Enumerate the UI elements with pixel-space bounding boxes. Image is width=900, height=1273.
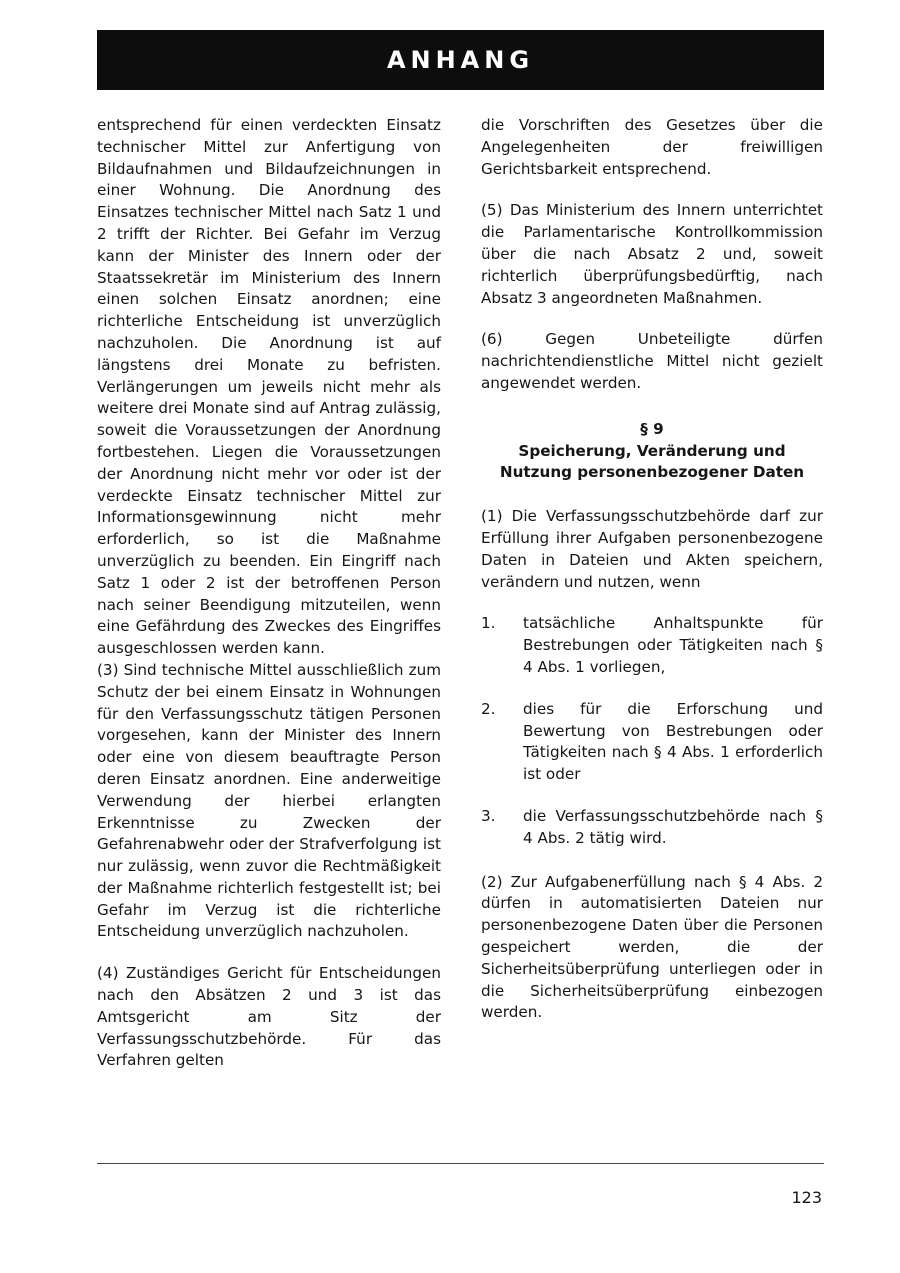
page-number: 123	[791, 1188, 822, 1207]
section-title: Speicherung, Veränderung und Nutzung personenbezogener Daten	[499, 441, 805, 482]
paragraph-right-3: (6) Gegen Unbeteiligte dürfen nachrichtendienstliche Mittel nicht gezielt angewendet werden.	[481, 330, 823, 392]
left-column	[97, 115, 441, 1072]
section-header-title: ANHANG	[386, 46, 535, 74]
list-item-text: tatsächliche Anhaltspunkte für Bestrebungen oder Tätigkeiten nach § 4 Abs. 1 vorliegen,	[523, 614, 823, 676]
paragraph-left-1: entsprechend für einen verdeckten Einsatz technischer Mittel zur Anfertigung von Bildaufnahmen und Bildaufzeichnungen in einer Wohnung. Die Anordnung des Einsatzes technischer Mittel nach Satz 1 und 2 trifft der Richter. Bei Gefahr im Verzug kann der Minister des Innern oder der Staatssekretär im Ministerium des Innern einen solchen Einsatz anordnen; eine richterliche Entscheidung ist unverzüglich nachzuholen. Die Anordnung ist auf längstens drei Monate zu befristen. Verlängerungen um jeweils nicht mehr als weitere drei Monate sind auf Antrag zulässig, soweit die Voraussetzungen der Anordnung fortbestehen. Liegen die Voraussetzungen der Anordnung nicht mehr vor oder ist der verdeckte Einsatz technischer Mittel zur Informationsgewinnung nicht mehr erforderlich, so ist die Maßnahme unverzüglich zu beenden. Ein Eingriff nach Satz 1 oder 2 ist der betroffenen Person nach seiner Beendigung mitzuteilen, wenn eine Gefährdung des Zweckes des Eingriffes ausgeschlossen werden kann.	[97, 116, 441, 658]
list-item	[481, 806, 823, 850]
list-item	[481, 613, 823, 678]
paragraph-left-3: (4) Zuständiges Gericht für Entscheidungen nach den Absätzen 2 und 3 ist das Amtsgericht am Sitz der Verfassungsschutzbehörde. Für das Verfahren gelten	[97, 964, 441, 1070]
paragraph-right-5: (2) Zur Aufgabenerfüllung nach § 4 Abs. 2 dürfen in automatisierten Dateien nur personenbezogene Daten über die Personen gespeichert werden, die der Sicherheitsüberprüfung unterliegen oder in die Sicherheitsüberprüfung einbezogen werden.	[481, 872, 823, 1022]
footer-divider	[97, 1163, 824, 1164]
list-item-number: 1.	[481, 614, 496, 633]
list-item-number: 2.	[481, 699, 496, 718]
right-column	[481, 115, 823, 1024]
list-item-text: die Verfassungsschutzbehörde nach § 4 Abs. 2 tätig wird.	[523, 806, 823, 847]
list-item-number: 3.	[481, 806, 496, 825]
paragraph-left-2: (3) Sind technische Mittel ausschließlich zum Schutz der bei einem Einsatz in Wohnungen für den Verfassungsschutz tätigen Personen vorgesehen, kann der Minister des Innern oder eine von diesem beauftragte Person deren Einsatz anordnen. Eine anderweitige Verwendung der hierbei erlangten Erkenntnisse zu Zwecken der Gefahrenabwehr oder der Strafverfolgung ist nur zulässig, wenn zuvor die Rechtmäßigkeit der Maßnahme richterlich festgestellt ist; bei Gefahr im Verzug ist die richterliche Entscheidung unverzüglich nachzuholen.	[97, 660, 441, 941]
section-number: § 9	[640, 419, 664, 438]
paragraph-right-2: (5) Das Ministerium des Innern unterrichtet die Parlamentarische Kontrollkommission über die nach Absatz 2 und, soweit richterlich überprüfungsbedürftig, nach Absatz 3 angeordneten Maßnahmen.	[481, 201, 823, 307]
list-item	[481, 699, 823, 786]
list-item-text: dies für die Erforschung und Bewertung von Bestrebungen oder Tätigkeiten nach § 4 Abs. 1 erforderlich ist oder	[523, 699, 823, 784]
paragraph-right-4: (1) Die Verfassungsschutzbehörde darf zur Erfüllung ihrer Aufgaben personenbezogene Daten in Dateien und Akten speichern, verändern und nutzen, wenn	[481, 507, 823, 591]
section-header-banner	[97, 30, 824, 90]
paragraph-right-1: die Vorschriften des Gesetzes über die Angelegenheiten der freiwilligen Gerichtsbarkeit entsprechend.	[481, 116, 823, 178]
